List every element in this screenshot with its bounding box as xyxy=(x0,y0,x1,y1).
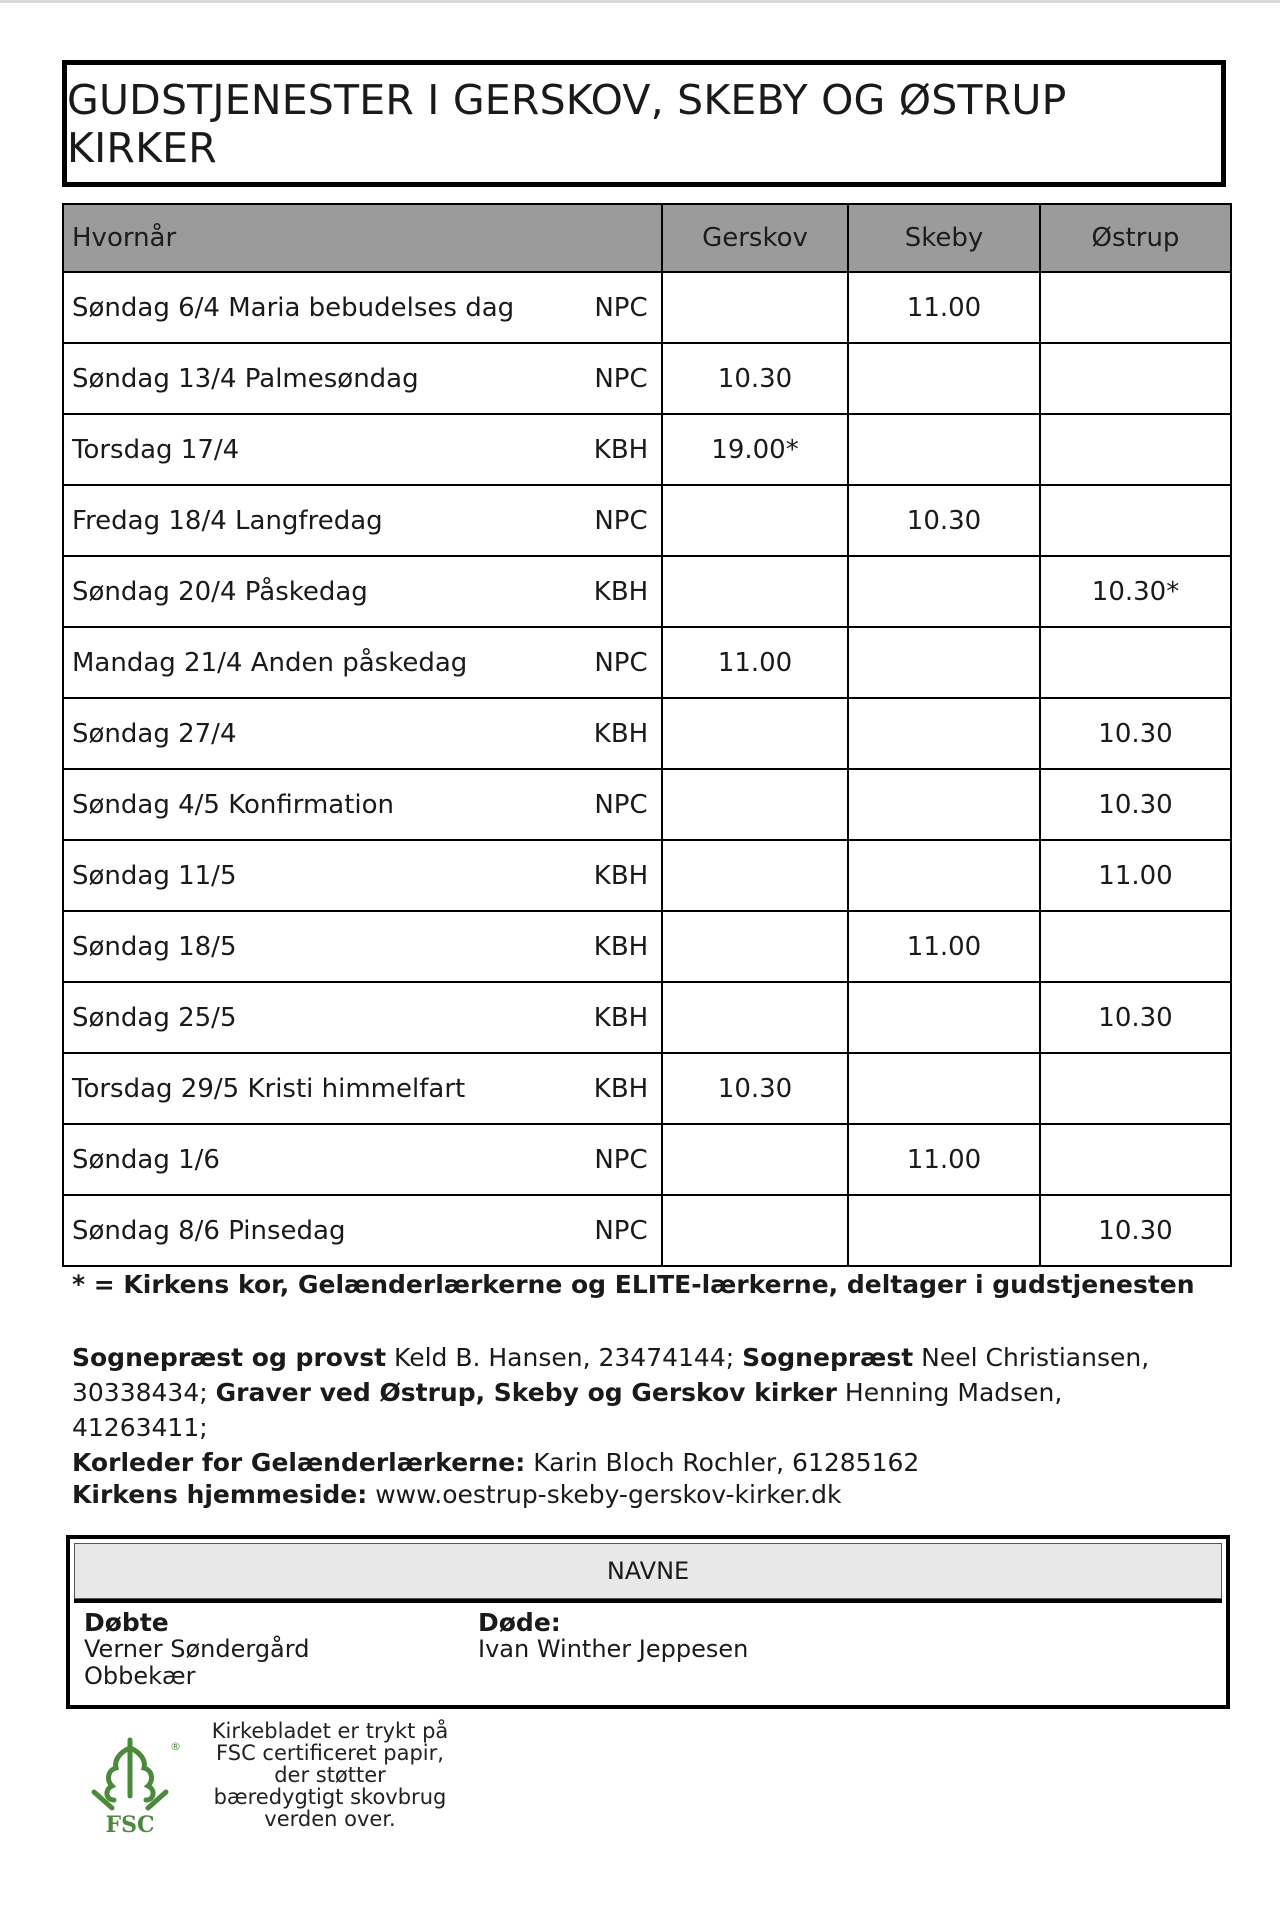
baptized-label: Døbte xyxy=(84,1608,169,1637)
when-wrapper xyxy=(72,719,649,749)
top-divider xyxy=(0,0,1280,3)
cell-ostrup xyxy=(1040,485,1231,556)
contact-label-4: Korleder for Gelænderlærkerne: xyxy=(72,1448,526,1477)
service-day: Søndag 25/5 xyxy=(72,1002,237,1033)
cell-ostrup xyxy=(1040,343,1231,414)
cell-when xyxy=(63,1124,662,1195)
cell-gerskov xyxy=(662,556,848,627)
table-row xyxy=(63,414,1231,485)
when-wrapper xyxy=(72,861,649,891)
website-line xyxy=(72,1480,1192,1509)
service-day: Søndag 1/6 xyxy=(72,1144,220,1175)
title-box xyxy=(62,60,1226,187)
cell-when xyxy=(63,1195,662,1266)
when-wrapper xyxy=(72,577,649,607)
fsc-note: Kirkebladet er trykt på FSC certificeret papir, der støtter bæredygtigt skovbrug verden over. xyxy=(211,1719,449,1831)
service-day: Søndag 18/5 xyxy=(72,931,237,962)
table-row xyxy=(63,1124,1231,1195)
table-row xyxy=(63,1053,1231,1124)
table-row xyxy=(63,982,1231,1053)
when-wrapper xyxy=(72,506,649,536)
cell-gerskov xyxy=(662,1195,848,1266)
cell-ostrup: 10.30 xyxy=(1040,1195,1231,1266)
fsc-logo-text: FSC xyxy=(105,1812,155,1838)
header-skeby: Skeby xyxy=(848,204,1040,272)
cell-when xyxy=(63,272,662,343)
pastor-code: KBH xyxy=(593,931,649,962)
cell-gerskov: 10.30 xyxy=(662,1053,848,1124)
when-wrapper xyxy=(72,1216,649,1246)
pastor-code: KBH xyxy=(593,718,649,749)
names-header: NAVNE xyxy=(74,1543,1222,1599)
cell-gerskov xyxy=(662,272,848,343)
when-wrapper xyxy=(72,1145,649,1175)
contact-value-2: Neel Christiansen, 30338434; xyxy=(72,1343,1150,1407)
pastor-code: KBH xyxy=(593,434,649,465)
pastor-code: NPC xyxy=(594,647,648,678)
cell-gerskov xyxy=(662,1124,848,1195)
service-day: Mandag 21/4 Anden påskedag xyxy=(72,647,468,678)
cell-gerskov: 11.00 xyxy=(662,627,848,698)
cell-gerskov xyxy=(662,911,848,982)
cell-ostrup: 10.30 xyxy=(1040,769,1231,840)
footnote: * = Kirkens kor, Gelænderlærkerne og ELITE-lærkerne, deltager i gudstjenesten xyxy=(72,1270,1195,1299)
cell-when xyxy=(63,414,662,485)
service-day: Søndag 8/6 Pinsedag xyxy=(72,1215,346,1246)
service-day: Søndag 4/5 Konfirmation xyxy=(72,789,395,820)
cell-when xyxy=(63,698,662,769)
when-wrapper xyxy=(72,1003,649,1033)
cell-skeby xyxy=(848,1053,1040,1124)
cell-gerskov xyxy=(662,485,848,556)
cell-ostrup: 11.00 xyxy=(1040,840,1231,911)
header-ostrup: Østrup xyxy=(1040,204,1231,272)
pastor-code: NPC xyxy=(594,292,648,323)
names-body xyxy=(70,1603,1226,1703)
cell-skeby: 11.00 xyxy=(848,911,1040,982)
website-link[interactable]: www.oestrup-skeby-gerskov-kirker.dk xyxy=(367,1480,842,1509)
website-label: Kirkens hjemmeside: xyxy=(72,1480,368,1509)
cell-when xyxy=(63,911,662,982)
pastor-code: KBH xyxy=(593,576,649,607)
cell-ostrup xyxy=(1040,272,1231,343)
cell-ostrup: 10.30 xyxy=(1040,698,1231,769)
cell-when xyxy=(63,627,662,698)
contact-label-3: Graver ved Østrup, Skeby og Gerskov kirker xyxy=(215,1378,837,1407)
table-row xyxy=(63,698,1231,769)
table-row xyxy=(63,343,1231,414)
cell-when xyxy=(63,1053,662,1124)
table-row xyxy=(63,627,1231,698)
cell-when xyxy=(63,982,662,1053)
cell-skeby xyxy=(848,414,1040,485)
pastor-code: NPC xyxy=(594,505,648,536)
cell-gerskov: 10.30 xyxy=(662,343,848,414)
cell-skeby xyxy=(848,698,1040,769)
service-day: Fredag 18/4 Langfredag xyxy=(72,505,383,536)
pastor-code: NPC xyxy=(594,1215,648,1246)
cell-skeby xyxy=(848,556,1040,627)
deceased-column xyxy=(478,1609,878,1663)
table-row xyxy=(63,556,1231,627)
table-row xyxy=(63,485,1231,556)
cell-skeby xyxy=(848,840,1040,911)
service-schedule-table xyxy=(62,203,1232,1267)
contact-value-3: Henning Madsen, 41263411; xyxy=(72,1378,1063,1442)
when-wrapper xyxy=(72,932,649,962)
table-body xyxy=(63,272,1231,1266)
cell-gerskov xyxy=(662,840,848,911)
cell-gerskov: 19.00* xyxy=(662,414,848,485)
pastor-code: KBH xyxy=(593,860,649,891)
contact-info xyxy=(72,1340,1192,1480)
when-wrapper xyxy=(72,790,649,820)
cell-ostrup: 10.30* xyxy=(1040,556,1231,627)
baptized-column xyxy=(84,1609,384,1690)
service-day: Søndag 27/4 xyxy=(72,718,237,749)
cell-ostrup xyxy=(1040,414,1231,485)
cell-skeby xyxy=(848,982,1040,1053)
cell-ostrup xyxy=(1040,627,1231,698)
names-box xyxy=(66,1535,1230,1709)
cell-ostrup xyxy=(1040,1124,1231,1195)
contact-value-1: Keld B. Hansen, 23474144; xyxy=(386,1343,743,1372)
when-wrapper xyxy=(72,364,649,394)
deceased-name: Ivan Winther Jeppesen xyxy=(478,1635,749,1663)
header-gerskov: Gerskov xyxy=(662,204,848,272)
cell-when xyxy=(63,485,662,556)
cell-gerskov xyxy=(662,698,848,769)
when-wrapper xyxy=(72,648,649,678)
baptized-name: Verner Søndergård Obbekær xyxy=(84,1635,310,1690)
cell-skeby xyxy=(848,1195,1040,1266)
cell-skeby xyxy=(848,343,1040,414)
service-day: Torsdag 29/5 Kristi himmelfart xyxy=(72,1073,466,1104)
pastor-code: NPC xyxy=(594,789,648,820)
cell-ostrup xyxy=(1040,911,1231,982)
cell-when xyxy=(63,840,662,911)
cell-gerskov xyxy=(662,769,848,840)
when-wrapper xyxy=(72,293,649,323)
pastor-code: NPC xyxy=(594,1144,648,1175)
service-day: Søndag 13/4 Palmesøndag xyxy=(72,363,419,394)
pastor-code: KBH xyxy=(593,1002,649,1033)
table-row xyxy=(63,1195,1231,1266)
cell-when xyxy=(63,343,662,414)
cell-when xyxy=(63,769,662,840)
pastor-code: NPC xyxy=(594,363,648,394)
when-wrapper xyxy=(72,435,649,465)
table-row xyxy=(63,840,1231,911)
cell-ostrup: 10.30 xyxy=(1040,982,1231,1053)
cell-skeby: 10.30 xyxy=(848,485,1040,556)
table-row xyxy=(63,911,1231,982)
service-day: Søndag 20/4 Påskedag xyxy=(72,576,368,607)
table-row xyxy=(63,272,1231,343)
when-wrapper xyxy=(72,1074,649,1104)
header-when: Hvornår xyxy=(63,204,662,272)
contact-label-1: Sognepræst og provst xyxy=(72,1343,387,1372)
service-day: Søndag 11/5 xyxy=(72,860,237,891)
cell-gerskov xyxy=(662,982,848,1053)
contact-value-4: Karin Bloch Rochler, 61285162 xyxy=(525,1448,920,1477)
service-day: Søndag 6/4 Maria bebudelses dag xyxy=(72,292,515,323)
page-title: GUDSTJENESTER I GERSKOV, SKEBY OG ØSTRUP KIRKER xyxy=(67,75,1067,172)
cell-skeby: 11.00 xyxy=(848,272,1040,343)
cell-skeby xyxy=(848,627,1040,698)
table-header-row xyxy=(63,204,1231,272)
fsc-logo-icon xyxy=(82,1730,181,1840)
cell-skeby xyxy=(848,769,1040,840)
deceased-label: Døde: xyxy=(478,1608,561,1637)
cell-ostrup xyxy=(1040,1053,1231,1124)
cell-when xyxy=(63,556,662,627)
service-day: Torsdag 17/4 xyxy=(72,434,240,465)
fsc-registered-mark: ® xyxy=(170,1740,181,1753)
table-row xyxy=(63,769,1231,840)
contact-label-2: Sognepræst xyxy=(742,1343,914,1372)
pastor-code: KBH xyxy=(593,1073,649,1104)
cell-skeby: 11.00 xyxy=(848,1124,1040,1195)
